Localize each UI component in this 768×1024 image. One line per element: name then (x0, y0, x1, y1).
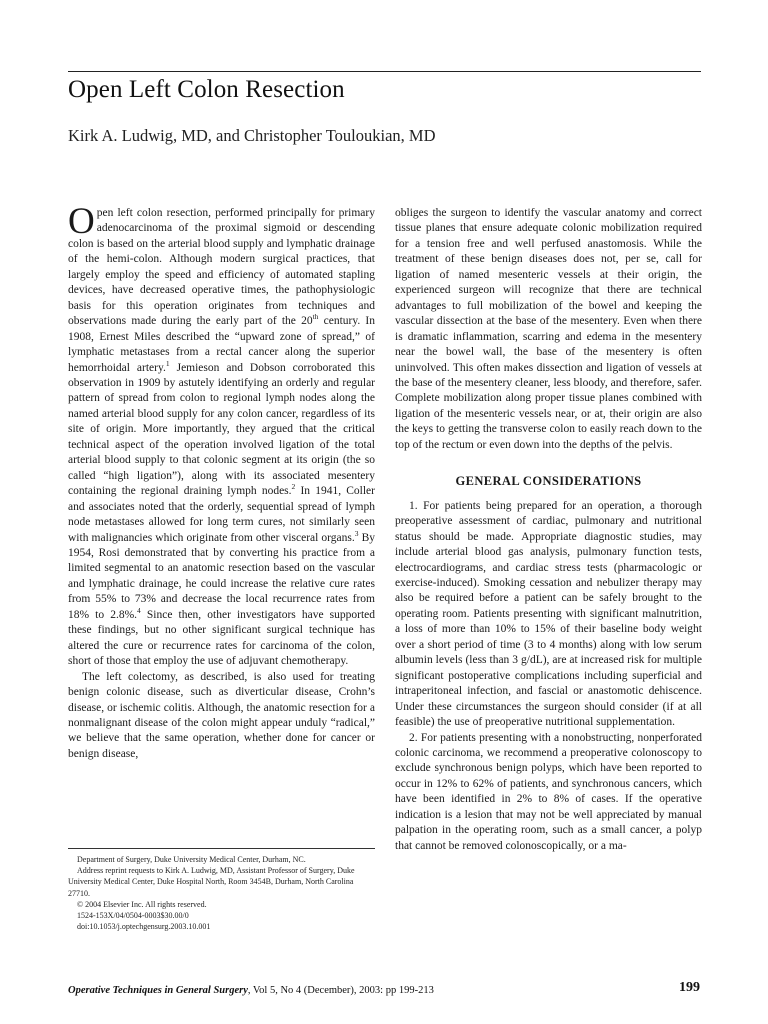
article-title: Open Left Colon Resection (68, 76, 345, 103)
intro-text-6: Since then, other investigators have supported these findings, but no other significant surgical technique has altered the cure or recurrence rates for carcinoma of the colon, short of those that employ the use of adjuvant chemotherapy. (68, 608, 375, 668)
article-authors: Kirk A. Ludwig, MD, and Christopher Touloukian, MD (68, 126, 436, 145)
consideration-item-2: 2. For patients presenting with a nonobstructing, nonperforated colonic carcinoma, we recommend a preoperative colonoscopy to exclude synchronous benign polyps, which have been reported to occur in 12% to 62% of patients, and synchronous cancers, which have been identified in 2% to 8% of cases. If the operative indication is a lesion that may not be well appreciated by manual palpation in the operating room, such as a small cancer, a polyp that cannot be removed colonoscopically, or a ma- (395, 731, 702, 852)
intro-paragraph (68, 201, 376, 670)
left-column (68, 201, 376, 762)
intro-text-1: pen left colon resection, performed principally for primary adenocarcinoma of the proximal sigmoid or descending colon is based on the arterial blood supply and lymphatic drainage of the hemi-colon. Although modern surgical practices, that largely employ the speed and efficiency of automated stapling devices, have decreased operative times, the pathophysiologic basis for this operation originates from techniques and observations made during the early part of the 20 (68, 207, 375, 328)
footnote-copyright: © 2004 Elsevier Inc. All rights reserved. (77, 899, 207, 909)
citation-3: 3 (354, 528, 359, 538)
footnote-affiliation: Department of Surgery, Duke University Medical Center, Durham, NC. (77, 855, 306, 864)
colectomy-paragraph: The left colectomy, as described, is also used for treating benign colonic disease, such as diverticular disease, Crohn’s disease, or ischemic colitis. Although, the anatomic resection for a nonmalignant disease of the colon might appear unduly “radical,” we believe that the same operation, whether done for cancer or benign disease, (68, 670, 375, 760)
footnotes (68, 854, 375, 932)
journal-issue: , Vol 5, No 4 (December), 2003: pp 199-213 (247, 985, 434, 996)
footer-citation (68, 985, 434, 996)
continuation-paragraph: obliges the surgeon to identify the vascular anatomy and correct tissue planes that ensure adequate colonic mobilization required for a tension free and well perfused anastomosis. While the treatment of these benign diseases does not, per se, call for ligation of named mesenteric vessels at their origin, the experienced surgeon will recognize that there are technical advantages to full mobilization of the bowel and keeping the vascular dissection at the base of the mesentery. Even when there is dramatic inflammation, scarring and edema in the mesentery near the bowel wall, the base of the mesentery is often uninvolved. This often makes dissection and ligation of vessels at the base of the mesentery cleaner, less bloody, and therefore, safer. Complete mobilization along proper tissue planes combined with ligation of the mesenteric vessels near, or at, their origin are also the keys to getting the transverse colon to easily reach down to the top of the rectum or even down into the depths of the pelvis. (395, 207, 702, 451)
intro-text-4: In 1941, Coller and associates noted that the orderly, sequential spread of lymph node metastases allowed for long term cures, not similarly seen with malignancies which originate from other visceral organs. (68, 485, 375, 544)
intro-text-3: Jemieson and Dobson corroborated this observation in 1909 by astutely identifying an orderly and regular pattern of spread from colon to regional lymph nodes along the named arterial blood supply for any colon cancer, regardless of its site of origin. More importantly, they argued that the critical technical aspect of the operation involved ligation of the total arterial blood supply to that colonic segment at its origin (the so called “high ligation”), along with its associated mesentery containing the regional draining lymph nodes. (68, 361, 376, 498)
footnote-doi: doi:10.1053/j.optechgensurg.2003.10.001 (77, 922, 211, 932)
drop-cap: O (68, 201, 95, 242)
page-number: 199 (679, 980, 700, 995)
footnote-issn: 1524-153X/04/0504-0003$30.00/0 (77, 911, 189, 921)
footnote-rule (68, 848, 375, 849)
superscript-th: th (312, 312, 319, 322)
intro-text-2: century. In 1908, Ernest Miles described the “upward zone of spread,” of lymphatic metastases from a rectal cancer along the superior hemorrhoidal artery. (68, 315, 375, 374)
citation-1: 1 (165, 358, 170, 368)
citation-4: 4 (137, 605, 141, 615)
consideration-item-1: 1. For patients being prepared for an operation, a thorough preoperative assessment of cardiac, pulmonary and nutritional status should be made. Appropriate diagnostic studies, may include arterial blood gas analysis, pulmonary function tests, electrocardiograms, and cardiac stress tests (pharmacologic or exercise-induced). Smoking cessation and nebulizer therapy may also be required before a patient can be safely brought to the operating room. Patients presenting with significant malnutrition, a loss of more than 10% to 15% of their baseline body weight over a short period of time (3 to 4 months) along with low serum albumin levels (less than 3 g/dL), are at increased risk for multiple significant postoperative complications including superficial and intraperitoneal infection, and fascial or anastomotic dehiscence. Under these circumstances the surgeon should consider (if at all feasible) the use of preoperative nutritional supplementation. (395, 499, 702, 729)
footnote-reprint: Address reprint requests to Kirk A. Ludwig, MD, Assistant Professor of Surgery, Duke University Medical Center, Duke Hospital North, Room 3454B, Durham, North Carolina 27710. (68, 866, 355, 898)
intro-text-5: By 1954, Rosi demonstrated that by converting his practice from a limited segmental to an anatomic resection based on the vascular and lymphatic drainage, he could increase the relative cure rates from 55% to 73% and decrease the local recurrence rates from 18% to 2.8%. (68, 531, 376, 621)
section-heading: GENERAL CONSIDERATIONS (455, 474, 642, 489)
citation-2: 2 (291, 482, 296, 492)
top-rule (68, 71, 701, 72)
right-column (395, 206, 702, 854)
journal-name: Operative Techniques in General Surgery (68, 985, 248, 996)
